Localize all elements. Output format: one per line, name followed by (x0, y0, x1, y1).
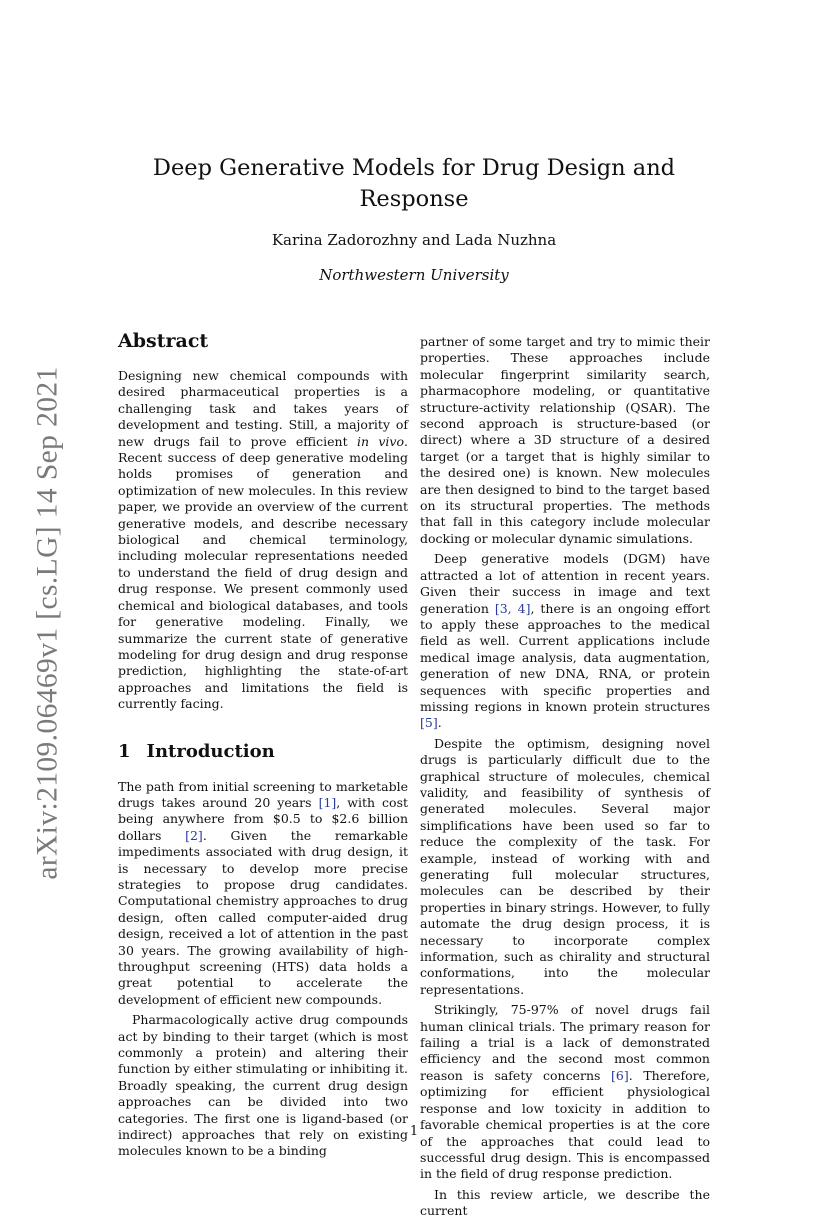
abstract-paragraph (118, 368, 408, 713)
intro-p4-text-c: . (437, 715, 442, 731)
title-line-2: Response (359, 186, 469, 212)
citation-link[interactable]: [1] (318, 794, 337, 810)
intro-p4-text-a: Deep generative models (DGM) have attracted a lot of attention in recent years. Given their success in image and text generation (420, 551, 710, 616)
page-number: 1 (409, 1124, 419, 1139)
intro-paragraph-2: Pharmacologically active drug compounds act by binding to their target (which is most commonly a protein) and altering their function by either stimulating or inhibiting it. Broadly speaking, the current drug design approaches can be divided into two categories. The first one is ligand-based (or indirect) approaches that rely on existing molecules known to be a binding (118, 1012, 408, 1159)
citation-link[interactable]: [6] (611, 1067, 629, 1083)
intro-paragraph-1 (118, 779, 408, 1009)
title-line-1: Deep Generative Models for Drug Design and (152, 155, 676, 181)
paper-title (118, 153, 710, 215)
abstract-text-b: . Recent success of deep generative modeling holds promises of generation and optimization of new molecules. In this review paper, we provide an overview of the current generative models, and describe necessary biological and chemical terminology, including molecular representations needed to understand the field of drug design and drug response. We present commonly used chemical and biological databases, and tools for generative modeling. Finally, we summarize the current state of generative modeling for drug design and drug response prediction, highlighting the state-of-art approaches and limitations the field is currently facing. (118, 433, 409, 712)
intro-paragraph-7: In this review article, we describe the current (420, 1186, 710, 1219)
affiliation: Northwestern University (319, 266, 509, 284)
intro-p6-text-a: Strikingly, 75-97% of novel drugs fail human clinical trials. The primary reason for failing a trial is a lack of demonstrated efficiency and the second most common reason is safety concerns (420, 1002, 710, 1083)
section-heading-introduction (118, 741, 408, 763)
intro-paragraph-5: Despite the optimism, designing novel drugs is particularly difficult due to the graphical structure of molecules, chemical validity, and feasibility of synthesis of generated molecules. Several major simplifications have been used so far to reduce the complexity of the task. For example, instead of working with and generating full molecular structures, molecules can be described by their properties in binary strings. However, to fully automate the drug design process, it is necessary to incorporate complex information, such as chirality and structural conformations, into the molecular representations. (420, 735, 710, 997)
intro-p1-text-b: , with cost being anywhere from $0.5 to $2.6 billion dollars (118, 794, 409, 843)
intro-p1-text-a: The path from initial screening to marketable drugs takes around 20 years (118, 778, 408, 810)
author-list: Karina Zadorozhny and Lada Nuzhna (271, 231, 557, 249)
arxiv-stamp-text: arXiv:2109.06469v1 [cs.LG] 14 Sep 2021 (31, 365, 64, 880)
intro-paragraph-6 (420, 1002, 710, 1182)
intro-paragraph-4 (420, 551, 710, 731)
section-number: 1 (118, 740, 131, 762)
abstract-text-a: Designing new chemical compounds with desired pharmaceutical properties is a challenging task and takes years of development and testing. Still, a majority of new drugs fail to prove efficient (118, 368, 408, 449)
section-title: Introduction (146, 740, 275, 762)
abstract-heading: Abstract (118, 330, 209, 352)
right-column (420, 334, 710, 1220)
citation-link[interactable]: [2] (185, 827, 203, 843)
citation-link[interactable]: [5] (420, 715, 438, 731)
intro-p4-text-b: , there is an ongoing effort to apply these approaches to the medical field as well. Current applications include medical image analysis, data augmentation, generation of new DNA, RNA, or protein sequences with specific properties and missing regions in known protein structures (420, 600, 710, 714)
intro-p6-text-b: . Therefore, optimizing for efficient physiological response and low toxicity in addition to favorable chemical properties is at the core of the approaches that could lead to successful drug design. This is encompassed in the field of drug response prediction. (420, 1067, 711, 1182)
left-column (118, 330, 408, 1160)
abstract-italic-in-vivo: in vivo (356, 433, 405, 449)
intro-p1-text-c: . Given the remarkable impediments associated with drug design, it is necessary to develop more precise strategies to propose drug candidates. Computational chemistry approaches to drug design, often called computer-aided drug design, received a lot of attention in the past 30 years. The growing availability of high-throughput screening (HTS) data holds a great potential to accelerate the development of efficient new compounds. (118, 827, 408, 1007)
arxiv-identifier-stamp (31, 365, 65, 880)
citation-link[interactable]: [3, 4] (494, 600, 531, 616)
intro-paragraph-3: partner of some target and try to mimic their properties. These approaches include molecular fingerprint similarity search, pharmacophore modeling, or quantitative structure-activity relationship (QSAR). The second approach is structure-based (or direct) where a 3D structure of a desired target (or a target that is highly similar to the desired one) is known. New molecules are then designed to bind to the target based on its structural properties. The methods that fall in this category include molecular docking or molecular dynamic simulations. (420, 334, 710, 546)
